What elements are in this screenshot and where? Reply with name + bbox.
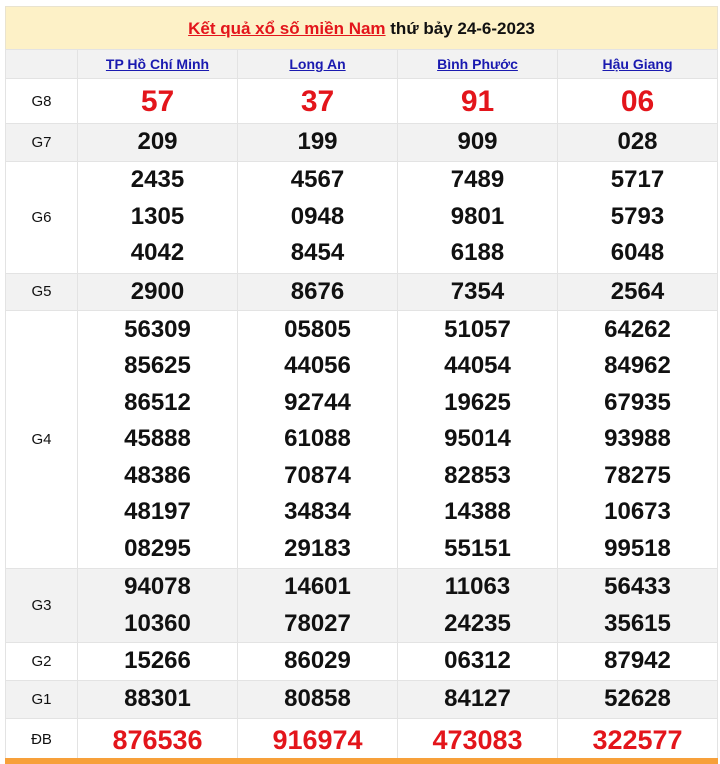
- prize-cell: [78, 569, 238, 643]
- prize-number: 55151: [444, 534, 511, 562]
- prize-number: 8676: [238, 273, 398, 311]
- prize-cell: [558, 569, 718, 643]
- prize-number: 37: [238, 79, 398, 124]
- prize-number: 48386: [124, 461, 191, 489]
- prize-number: 11063: [444, 573, 511, 600]
- prize-number: 86512: [124, 388, 191, 416]
- prize-number: 909: [398, 124, 558, 162]
- results-title-link[interactable]: Kết quả xổ số miền Nam: [188, 19, 386, 38]
- prize-number: 82853: [444, 461, 511, 489]
- lottery-results: [5, 6, 718, 762]
- prize-label: ĐB: [6, 718, 78, 761]
- results-table: [5, 49, 718, 762]
- prize-number: 91: [398, 79, 558, 124]
- special-prize-number: 916974: [238, 718, 398, 761]
- prize-label: G2: [6, 643, 78, 681]
- prize-number: 8454: [290, 239, 345, 267]
- prize-number: 48197: [124, 498, 191, 526]
- prize-number: 4567: [290, 166, 345, 194]
- prize-number: 7489: [450, 166, 505, 194]
- province-header: [558, 50, 718, 79]
- province-link-binh-phuoc[interactable]: Bình Phước: [437, 56, 518, 72]
- prize-number: 2900: [78, 273, 238, 311]
- prize-number: 45888: [124, 425, 191, 453]
- prize-cell: [238, 569, 398, 643]
- prize-label: G8: [6, 79, 78, 124]
- prize-row-g1: [6, 681, 718, 719]
- prize-number: 70874: [284, 461, 351, 489]
- prize-number: 6048: [610, 239, 665, 267]
- prize-number: 87942: [558, 643, 718, 681]
- prize-cell: [398, 569, 558, 643]
- prize-number: 88301: [78, 681, 238, 719]
- prize-number: 93988: [604, 425, 671, 453]
- prize-number: 29183: [284, 534, 351, 562]
- prize-label: G5: [6, 273, 78, 311]
- prize-number: 10360: [124, 609, 191, 637]
- prize-number: 34834: [284, 498, 351, 526]
- prize-cell: [78, 161, 238, 273]
- prize-number: 209: [78, 124, 238, 162]
- prize-label: G1: [6, 681, 78, 719]
- province-link-long-an[interactable]: Long An: [289, 56, 346, 72]
- province-header: [398, 50, 558, 79]
- prize-number: 78027: [284, 609, 351, 637]
- prize-row-g2: [6, 643, 718, 681]
- prize-number: 14601: [284, 573, 351, 600]
- results-date: thứ bảy 24-6-2023: [385, 19, 535, 38]
- prize-cell: [398, 161, 558, 273]
- prize-number: 44056: [284, 352, 351, 380]
- prize-number: 199: [238, 124, 398, 162]
- prize-number: 92744: [284, 388, 351, 416]
- prize-number: 80858: [238, 681, 398, 719]
- prize-number: 51057: [444, 315, 511, 343]
- prize-number: 52628: [558, 681, 718, 719]
- prize-number: 1305: [130, 202, 185, 230]
- province-link-hau-giang[interactable]: Hậu Giang: [602, 56, 673, 72]
- prize-number: 19625: [444, 388, 511, 416]
- province-header: [238, 50, 398, 79]
- prize-number: 84962: [604, 352, 671, 380]
- prize-number: 06312: [398, 643, 558, 681]
- prize-number: 5793: [610, 202, 665, 230]
- prize-number: 10673: [604, 498, 671, 526]
- prize-label: G7: [6, 124, 78, 162]
- prize-label: G4: [6, 311, 78, 569]
- prize-row-g4: [6, 311, 718, 569]
- province-link-hcm[interactable]: TP Hồ Chí Minh: [105, 56, 210, 72]
- prize-number: 85625: [124, 352, 191, 380]
- prize-number: 35615: [604, 609, 671, 637]
- prize-cell: [398, 311, 558, 569]
- special-prize-number: 322577: [558, 718, 718, 761]
- prize-cell: [558, 161, 718, 273]
- prize-cell: [78, 311, 238, 569]
- prize-number: 24235: [444, 609, 511, 637]
- prize-number: 14388: [444, 498, 511, 526]
- prize-number: 15266: [78, 643, 238, 681]
- prize-number: 56433: [604, 573, 671, 600]
- results-banner: [5, 6, 718, 49]
- prize-label: G6: [6, 161, 78, 273]
- prize-number: 028: [558, 124, 718, 162]
- prize-row-g8: [6, 79, 718, 124]
- prize-number: 05805: [284, 315, 351, 343]
- prize-number: 99518: [604, 534, 671, 562]
- province-header-row: [6, 50, 718, 79]
- prize-number: 86029: [238, 643, 398, 681]
- prize-number: 64262: [604, 315, 671, 343]
- prize-number: 61088: [284, 425, 351, 453]
- province-header: [78, 50, 238, 79]
- prize-number: 06: [558, 79, 718, 124]
- prize-number: 5717: [610, 166, 665, 194]
- prize-number: 0948: [290, 202, 345, 230]
- prize-number: 56309: [124, 315, 191, 343]
- prize-row-special: [6, 718, 718, 761]
- prize-number: 4042: [130, 239, 185, 267]
- prize-number: 94078: [124, 573, 191, 600]
- prize-number: 2564: [558, 273, 718, 311]
- prize-number: 2435: [130, 166, 185, 194]
- prize-number: 44054: [444, 352, 511, 380]
- prize-label-header: [6, 50, 78, 79]
- prize-number: 84127: [398, 681, 558, 719]
- prize-cell: [238, 161, 398, 273]
- prize-cell: [238, 311, 398, 569]
- prize-number: 9801: [450, 202, 505, 230]
- special-prize-number: 473083: [398, 718, 558, 761]
- prize-number: 57: [78, 79, 238, 124]
- prize-number: 08295: [124, 534, 191, 562]
- prize-number: 95014: [444, 425, 511, 453]
- prize-row-g5: [6, 273, 718, 311]
- prize-number: 6188: [450, 239, 505, 267]
- bottom-accent-bar: [5, 758, 718, 764]
- prize-row-g6: [6, 161, 718, 273]
- prize-row-g3: [6, 569, 718, 643]
- special-prize-number: 876536: [78, 718, 238, 761]
- prize-label: G3: [6, 569, 78, 643]
- prize-number: 78275: [604, 461, 671, 489]
- prize-row-g7: [6, 124, 718, 162]
- prize-number: 7354: [398, 273, 558, 311]
- prize-cell: [558, 311, 718, 569]
- prize-number: 67935: [604, 388, 671, 416]
